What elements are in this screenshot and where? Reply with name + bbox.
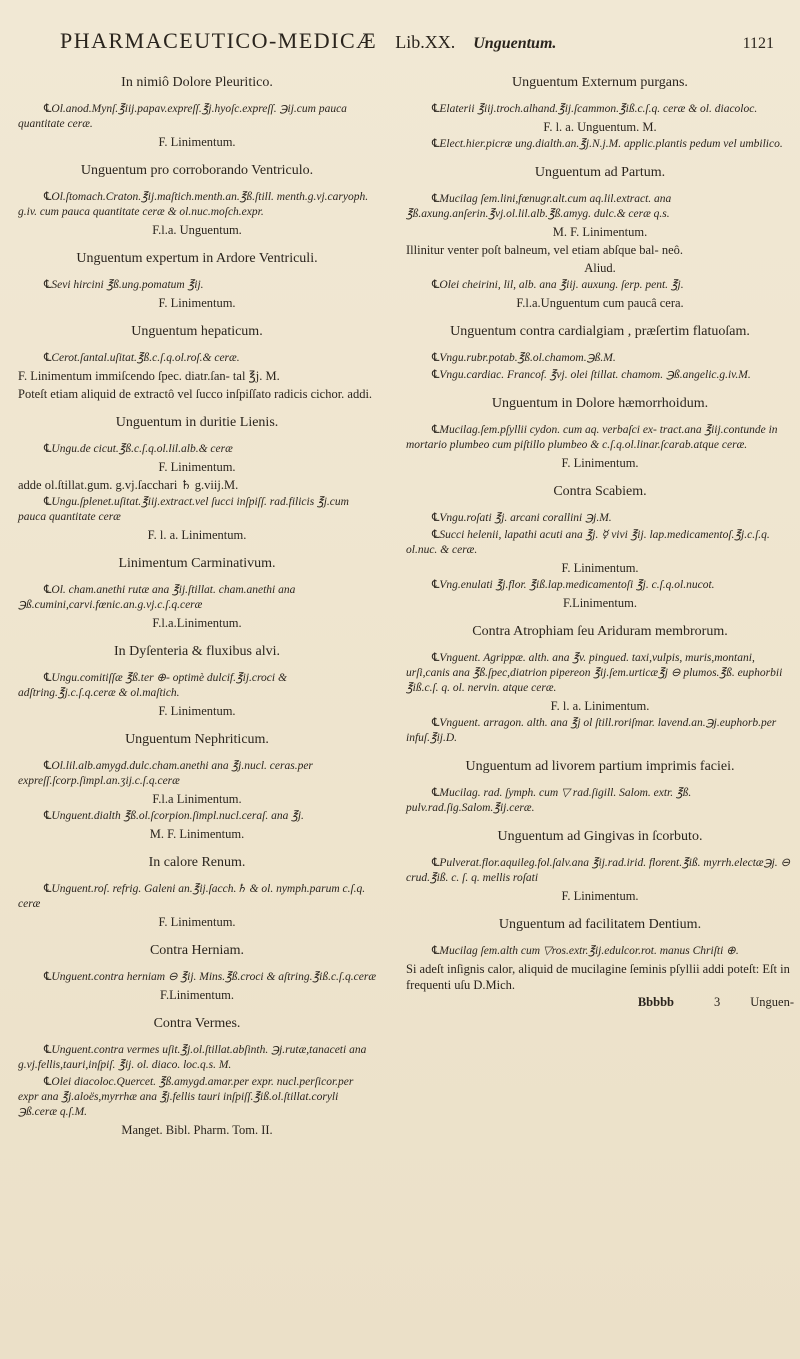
recipe-line: ℄ Vng.enulati ℥j.flor. ℥iß.lap.medicamentoſi ℥j. c.ſ.q.ol.nucot.	[406, 578, 794, 593]
preparation-instruction: F.Linimentum.	[563, 596, 637, 610]
recipe-line: ℄ Ol. cham.anethi rutæ ana ℥ij.ſtillat. cham.anethi ana ℈ß.cumini,carvi.fœnic.an.g.vj.c.ſ.q.ceræ	[18, 583, 376, 613]
recipe-line: ℄ Mucilag.ſem.pſyllii cydon. cum aq. verbaſci ex- tract.ana ℥iij.contunde in mortario plumbeo cum piſtillo plumbeo & c.ſ.q.ol.linar.ſcarab.atque ceræ.	[406, 423, 794, 453]
preparation-instruction: F.l.a.Linimentum.	[152, 616, 242, 630]
preparation-instruction: F. Linimentum.	[561, 889, 639, 903]
recipe-line: ℄ Vngu.rubr.potab.℥ß.ol.chamom.℈ß.M.	[406, 351, 794, 366]
note-line: Illinitur venter poſt balneum, vel etiam abſque bal- neô.	[406, 243, 683, 257]
recipe-line: ℄ Ol.anod.Mynſ.℥iij.papav.expreſſ.℥j.hyoſc.expreſſ. ℈ij.cum pauca quantitate ceræ.	[18, 102, 376, 132]
signature-number: 3	[714, 995, 721, 1009]
section-heading: Unguentum ad facilitatem Dentium.	[498, 917, 702, 932]
recipe-line: ℄ Mucilag ſem.alth cum ▽ros.extr.℥ij.edulcor.rot. manus Chriſti ⊕.	[406, 944, 794, 959]
section-heading: Unguentum pro corroborando Ventriculo.	[80, 163, 314, 178]
preparation-instruction: F. Linimentum.	[561, 561, 639, 575]
preparation-instruction: F. l. a. Unguentum. M.	[543, 120, 657, 134]
page-number: 1121	[742, 35, 774, 52]
preparation-instruction: F. Linimentum.	[158, 704, 236, 718]
recipe-line: ℄ Mucilag. rad. ſymph. cum ▽ rad.ſigill. Salom. extr. ℥ß. pulv.rad.ſig.Salom.℥ij.ceræ.	[406, 786, 794, 816]
catchword: Unguen-	[750, 995, 794, 1009]
preparation-instruction: F. l. a. Linimentum.	[147, 528, 247, 542]
section-heading: In nimiô Dolore Pleuritico.	[121, 75, 273, 90]
recipe-line: ℄ Unguent.roſ. refrig. Galeni an.℥ij.ſacch.♄ & ol. nymph.parum c.ſ.q. ceræ	[18, 882, 376, 912]
left-column	[18, 62, 376, 1140]
recipe-line: ℄ Pulverat.flor.aquileg.fol.ſalv.ana ℥ij.rad.irid. florent.℥iß. myrrh.electæ℈j. ⊖ crud.℥iß. c. ſ. q. mellis roſati	[406, 856, 794, 886]
footer-signature: Manget. Bibl. Pharm. Tom. II.	[121, 1123, 273, 1137]
recipe-line: ℄ Elect.hier.picræ ung.dialth.an.℥j.N.j.M. applic.plantis pedum vel umbilico.	[406, 137, 794, 152]
section-heading: Unguentum expertum in Ardore Ventriculi.	[76, 251, 318, 266]
preparation-instruction: F. Linimentum.	[561, 456, 639, 470]
recipe-line: ℄ Vngu.roſati ℥j. arcani corallini ℈j.M.	[406, 511, 794, 526]
section-heading: Unguentum hepaticum.	[131, 324, 263, 339]
section-heading: Unguentum ad Partum.	[534, 165, 666, 180]
section-heading: In calore Renum.	[148, 855, 246, 870]
preparation-instruction: F. Linimentum.	[158, 296, 236, 310]
section-heading: Contra Vermes.	[153, 1016, 241, 1031]
note-line: adde ol.ſtillat.gum. g.vj.ſacchari ♄ g.viij.M.	[18, 478, 239, 492]
section-heading: Contra Scabiem.	[553, 484, 647, 499]
recipe-line: ℄ Succi helenii, lapathi acuti ana ℥j. ☿ vivi ℥ij. lap.medicamentoſ.℥j.c.ſ.q. ol.nuc. & ceræ.	[406, 528, 794, 558]
recipe-line: ℄ Vngu.cardiac. Francof. ℥vj. olei ſtillat. chamom. ℈ß.angelic.g.iv.M.	[406, 368, 794, 383]
book-number: Lib.XX.	[395, 32, 456, 52]
recipe-line: ℄ Cerot.ſantal.uſitat.℥ß.c.ſ.q.ol.roſ.& ceræ.	[18, 351, 376, 366]
preparation-instruction: M. F. Linimentum.	[552, 225, 648, 239]
recipe-line: ℄ Vnguent. Agrippæ. alth. ana ℥v. pingued. taxi,vulpis, muris,montani, urſi,canis ana ℥ß.ſpec,diatrion pipereon ℥ij.ſem.urticæ℥j ⊖ plumos.℥ß. euphorbii ℥iß.c.ſ. q. ol. nervin. atque ceræ.	[406, 651, 794, 696]
catchline	[406, 995, 794, 1010]
preparation-instruction: Aliud.	[584, 261, 616, 275]
recipe-line: ℄ Unguent.contra herniam ⊖ ℥ij. Mins.℥ß.croci & aſtring.℥iß.c.ſ.q.ceræ	[18, 970, 376, 985]
section-heading: Unguentum Externum purgans.	[512, 75, 688, 90]
section-heading: In Dyſenteria & fluxibus alvi.	[113, 644, 281, 659]
section-heading: Unguentum in Dolore hæmorrhoidum.	[491, 396, 709, 411]
recipe-line: ℄ Olei cheirini, lil, alb. ana ℥iij. auxung. ſerp. pent. ℥j.	[406, 278, 794, 293]
recipe-line: ℄ Ungu.comitiſſæ ℥ß.ter ⊕- optimè dulcif.℥ij.croci & adſtring.℥j.c.ſ.q.ceræ & ol.maſtich.	[18, 671, 376, 701]
section-heading: Unguentum ad livorem partium imprimis faciei.	[465, 759, 735, 774]
preparation-instruction: F. Linimentum.	[158, 460, 236, 474]
running-title: PHARMACEUTICO-MEDICÆ	[60, 28, 378, 53]
recipe-line: ℄ Unguent.contra vermes uſit.℥j.ol.ſtillat.abſinth. ℈j.rutæ,tanaceti ana g.vj.fellis,tauri,inſpiſ. ℥ij. ol. diaco. loc.q.s. M.	[18, 1043, 376, 1073]
note-line: Si adeſt inſignis calor, aliquid de mucilagine ſeminis pſyllii addi poteſt: Eſt in frequenti uſu D.Mich.	[406, 962, 790, 992]
section-heading: Unguentum ad Gingivas in ſcorbuto.	[497, 829, 703, 844]
preparation-instruction: F.l.a.Unguentum cum paucâ cera.	[516, 296, 684, 310]
section-heading: Unguentum Nephriticum.	[125, 732, 269, 747]
preparation-instruction: F. Linimentum.	[158, 135, 236, 149]
preparation-instruction: F.Linimentum.	[160, 988, 234, 1002]
note-line: Poteſt etiam aliquid de extractô vel ſucco inſpiſſato radicis cichor. addi.	[18, 387, 373, 401]
preparation-instruction: F. l. a. Linimentum.	[550, 699, 650, 713]
recipe-line: ℄ Ol.lil.alb.amygd.dulc.cham.anethi ana ℥j.nucl. ceras.per expreſſ.ſcorp.ſimpl.an.ʒij.c.ſ.q.ceræ	[18, 759, 376, 789]
preparation-instruction: F.l.a. Unguentum.	[152, 223, 242, 237]
page-header	[60, 28, 774, 58]
recipe-line: ℄ Vnguent. arragon. alth. ana ℥j ol ſtill.roriſmar. lavend.an.℈j.euphorb.per infuſ.℥ij.D.	[406, 716, 794, 746]
note-line: F. Linimentum immiſcendo ſpec. diatr.ſan- tal ℥j. M.	[18, 369, 280, 383]
section-heading: Contra Atrophiam ſeu Ariduram membrorum.	[472, 624, 728, 639]
section-heading: Contra Herniam.	[149, 943, 245, 958]
recipe-line: ℄ Sevi hircini ℥ß.ung.pomatum ℥ij.	[18, 278, 376, 293]
recipe-line: ℄ Ol.ſtomach.Craton.℥ij.maſtich.menth.an.℥ß.ſtill. menth.g.vj.caryoph. g.iv. cum pauca quantitate ceræ & ol.nuc.moſch.expr.	[18, 190, 376, 220]
recipe-line: ℄ Ungu.de cicut.℥ß.c.ſ.q.ol.lil.alb.& ceræ	[18, 442, 376, 457]
recipe-line: ℄ Olei diacoloc.Quercet. ℥ß.amygd.amar.per expr. nucl.perſicor.per expr ana ℥j.aloës,myrrhæ ana ℥j.fellis tauri inſpiſſ.℥iß.ol.ſtillat.coryli ℈ß.ceræ q.ſ.M.	[18, 1075, 376, 1120]
section-title: Unguentum.	[473, 35, 557, 52]
preparation-instruction: M. F. Linimentum.	[149, 827, 245, 841]
recipe-line: ℄ Ungu.ſplenet.uſitat.℥iij.extract.vel ſucci inſpiſſ. rad.filicis ℥j.cum pauca quantitate ceræ	[18, 495, 376, 525]
preparation-instruction: F.l.a Linimentum.	[152, 792, 242, 806]
right-column	[406, 62, 794, 1010]
section-heading: Unguentum contra cardialgiam , præſertim flatuoſam.	[450, 324, 750, 339]
preparation-instruction: F. Linimentum.	[158, 915, 236, 929]
recipe-line: ℄ Mucilag ſem.lini,fœnugr.alt.cum aq.lil.extract. ana ℥ß.axung.anſerin.℥vj.ol.lil.alb.℥ß.amyg. dulc.& ceræ q.s.	[406, 192, 794, 222]
recipe-line: ℄ Unguent.dialth ℥ß.ol.ſcorpion.ſimpl.nucl.ceraſ. ana ℥j.	[18, 809, 376, 824]
recipe-line: ℄ Elaterii ℥iij.troch.alhand.℥ij.ſcammon.℥iß.c.ſ.q. ceræ & ol. diacoloc.	[406, 102, 794, 117]
section-heading: Linimentum Carminativum.	[118, 556, 276, 571]
section-heading: Unguentum in duritie Lienis.	[115, 415, 279, 430]
signature-mark: Bbbbb	[637, 995, 674, 1009]
